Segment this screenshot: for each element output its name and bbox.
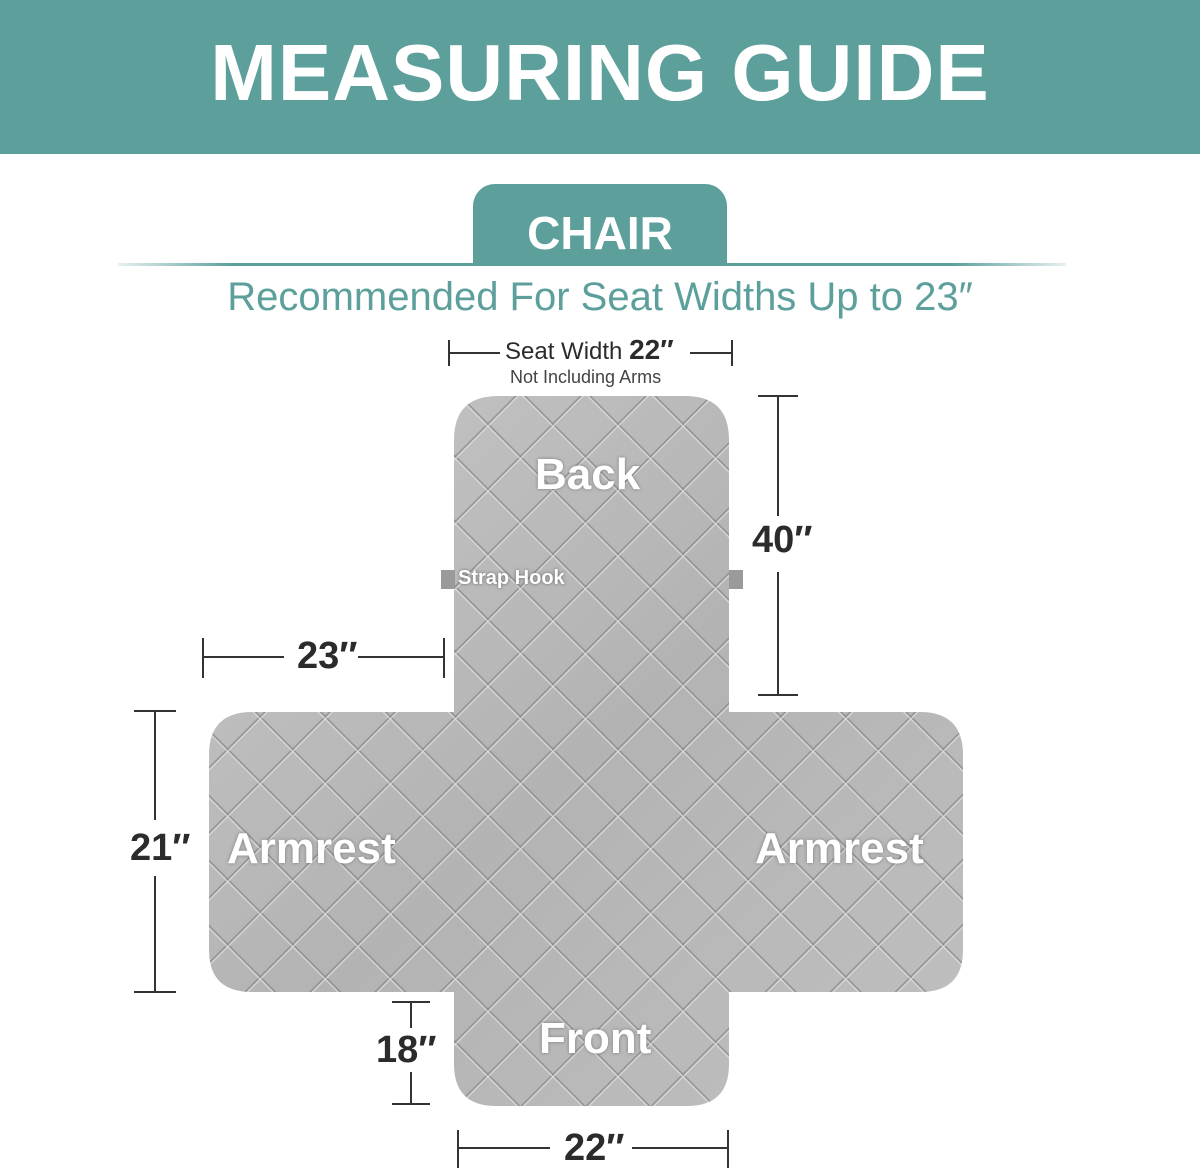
armrest-left-label: Armrest bbox=[227, 824, 396, 873]
front-label: Front bbox=[539, 1014, 652, 1063]
strap-hook-left bbox=[441, 570, 455, 589]
armrest-length-value: 23″ bbox=[297, 635, 358, 677]
page-title: MEASURING GUIDE bbox=[210, 28, 990, 117]
strap-hook-right bbox=[729, 570, 743, 589]
chair-tab-label: CHAIR bbox=[527, 207, 673, 259]
armrest-right-label: Armrest bbox=[755, 824, 924, 873]
front-width-value: 22″ bbox=[564, 1127, 625, 1169]
seat-width-text: Seat Width bbox=[505, 338, 623, 365]
front-length-value: 18″ bbox=[376, 1029, 437, 1071]
back-height-value: 40″ bbox=[752, 519, 813, 561]
armrest-width-value: 21″ bbox=[130, 827, 191, 869]
strap-hook-label: Strap Hook bbox=[458, 567, 565, 589]
seat-width-label bbox=[505, 335, 674, 367]
seat-width-note: Not Including Arms bbox=[510, 367, 662, 387]
subtitle: Recommended For Seat Widths Up to 23″ bbox=[227, 275, 973, 319]
back-label: Back bbox=[535, 450, 641, 499]
seat-width-value: 22″ bbox=[629, 334, 674, 365]
